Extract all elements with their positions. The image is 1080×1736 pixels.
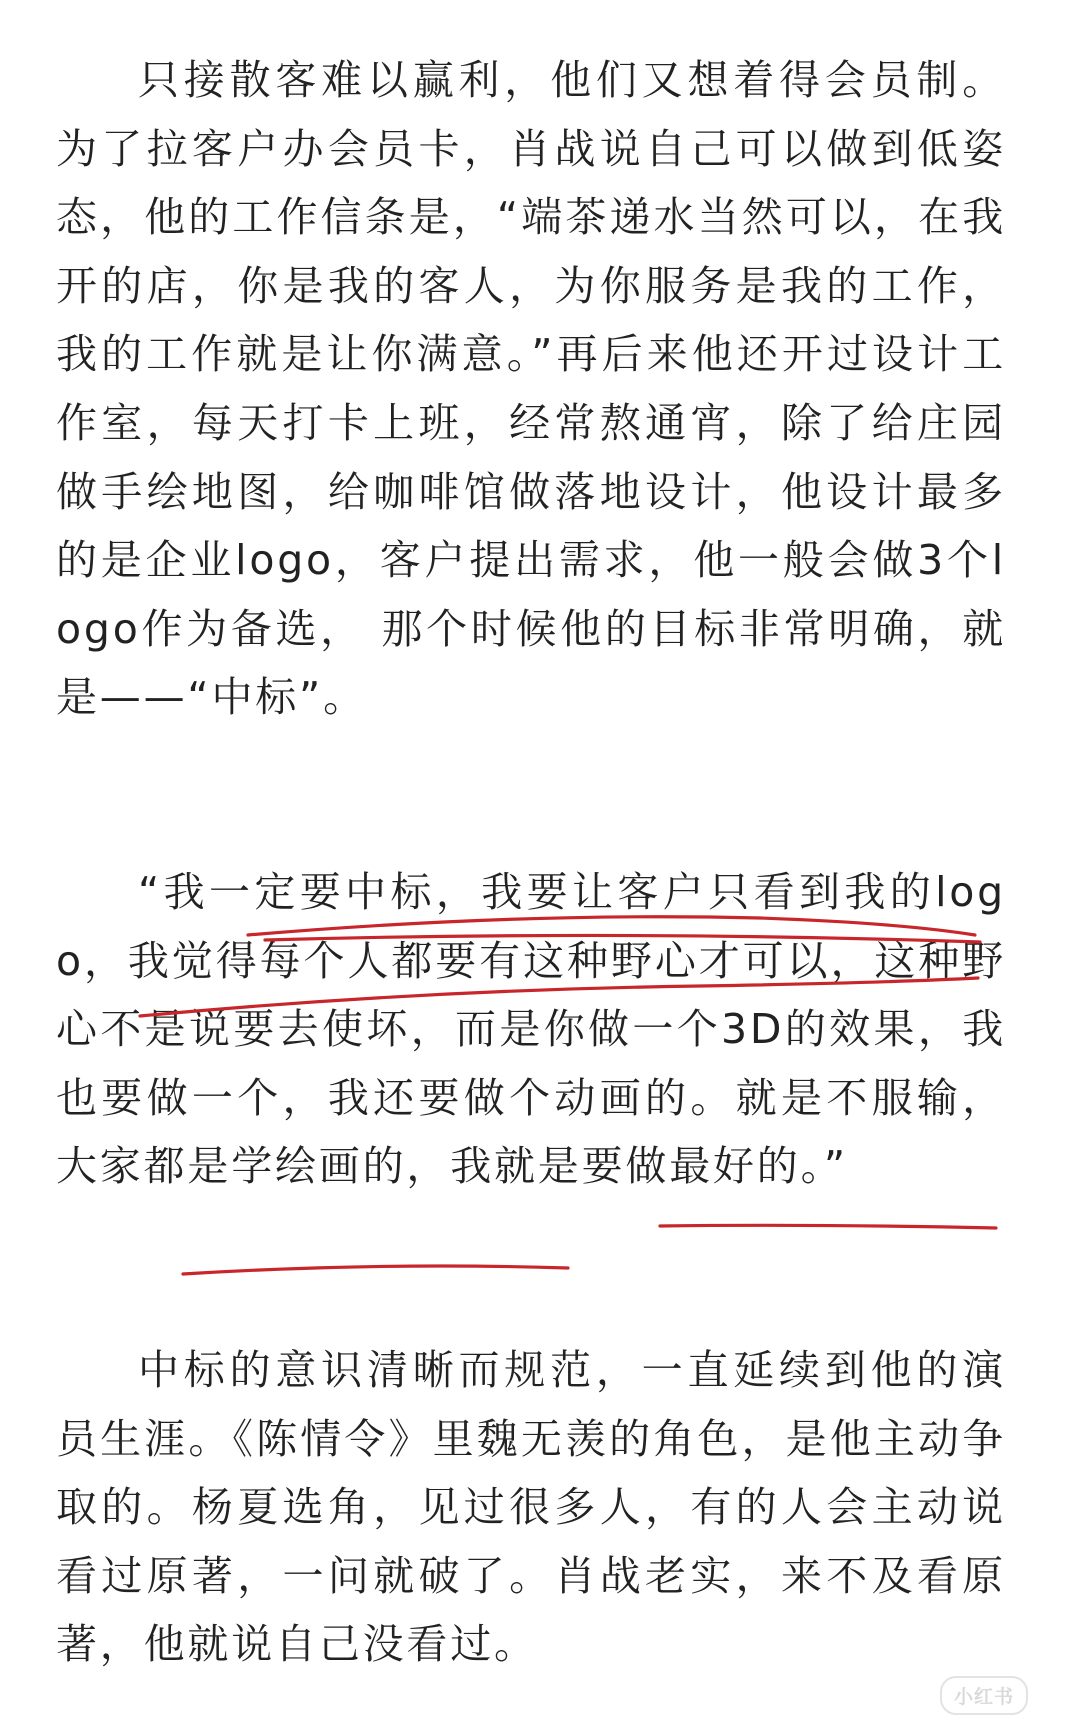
red-underline-4 (660, 1225, 996, 1228)
paragraph-1: 只接散客难以赢利，他们又想着得会员制。为了拉客户办会员卡，肖战说自己可以做到低姿态，他的工作信条是，“端茶递水当然可以，在我开的店，你是我的客人，为你服务是我的工作，我的工作就是让你满意。”再后来他还开过设计工作室，每天打卡上班，经常熬通宵，除了给庄园做手绘地图，给咖啡馆做落地设计，他设计最多的是企业logo，客户提出需求，他一般会做3个logo作为备选， 那个时候他的目标非常明确，就是——“中标”。 (56, 56, 1006, 722)
xiaohongshu-watermark: 小红书 (940, 1676, 1028, 1715)
paragraph-3: 中标的意识清晰而规范，一直延续到他的演员生涯。《陈情令》里魏无羡的角色，是他主动争取的。杨夏选角，见过很多人，有的人会主动说看过原著，一问就破了。肖战老实，来不及看原著，他就说自己没看过。 (56, 1346, 1006, 1669)
paragraph-2: “我一定要中标，我要让客户只看到我的logo，我觉得每个人都要有这种野心才可以，这种野心不是说要去使坏，而是你做一个3D的效果，我也要做一个，我还要做个动画的。就是不服输，大家都是学绘画的，我就是要做最好的。” (56, 868, 1006, 1191)
red-underline-5 (183, 1266, 568, 1274)
